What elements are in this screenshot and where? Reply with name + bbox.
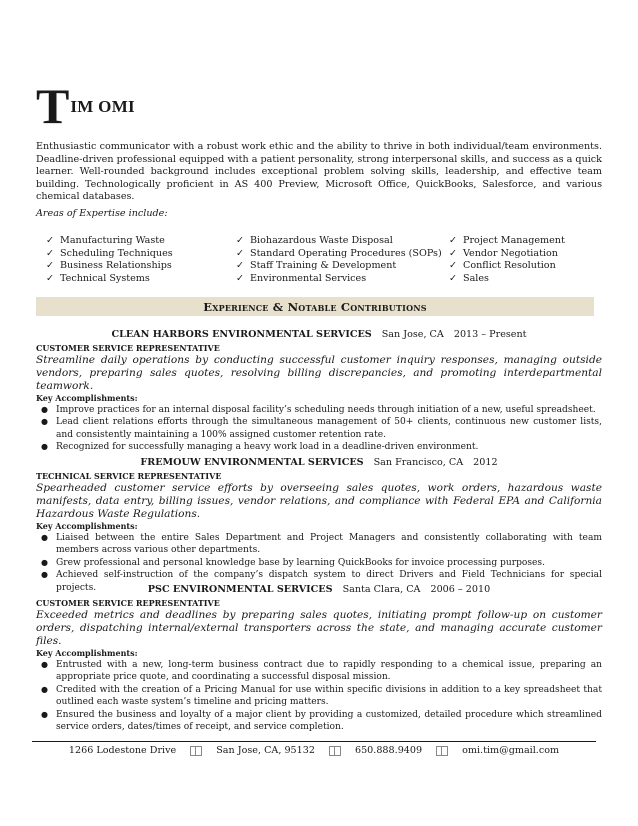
list-item: ● Grew professional and personal knowledge base by learning QuickBooks for invoice processing purposes.	[41, 557, 545, 568]
bullet-icon: ●	[41, 442, 48, 452]
candidate-name	[36, 76, 135, 134]
job-location: San Jose, CA	[381, 329, 444, 340]
list-item: ● Credited with the creation of a Pricing Manual for use within specific divisions in addition to a key spreadsheet that outlined each waste system’s timeline and pricing matters.	[41, 684, 602, 708]
bullet-icon: ●	[41, 709, 48, 719]
check-icon: ✓	[449, 247, 458, 259]
expertise-label: Areas of Expertise include:	[36, 208, 168, 219]
check-icon: ✓	[449, 260, 458, 271]
check-icon: ✓	[46, 260, 55, 271]
job-dates: 2006 – 2010	[430, 584, 491, 595]
footer-divider	[32, 741, 596, 742]
check-icon: ✓	[236, 272, 245, 284]
expertise-item: ✓ Standard Operating Procedures (SOPs)	[236, 247, 442, 259]
company-name: CLEAN HARBORS ENVIRONMENTAL SERVICES	[111, 329, 372, 340]
expertise-grid	[46, 235, 606, 285]
expertise-item: ✓ Business Relationships	[46, 260, 172, 271]
job-title: CUSTOMER SERVICE REPRESENTATIVE	[36, 597, 220, 608]
job-title: TECHNICAL SERVICE REPRESENTATIVE	[36, 470, 222, 481]
expertise-column-2	[236, 235, 449, 285]
footer-email[interactable]: omi.tim@gmail.com	[462, 745, 560, 756]
footer-city: San Jose, CA, 95132	[216, 745, 315, 756]
job-location: San Francisco, CA	[373, 457, 464, 468]
job-header	[36, 584, 602, 597]
check-icon: ✓	[46, 272, 55, 284]
list-item: ● Entrusted with a new, long-term business contract due to rapidly responding to a chemical issue, preparing an appropriate price quote, and coordinating a successful disposal mission.	[41, 660, 602, 683]
book-icon	[190, 746, 202, 756]
bullet-icon: ●	[41, 405, 48, 414]
list-item: ● Liaised between the entire Sales Department and Project Managers and consistently collaborating with team members across various other departments.	[41, 533, 602, 556]
bullet-icon: ●	[41, 684, 48, 694]
job-location: Santa Clara, CA	[342, 584, 421, 595]
summary-paragraph: Enthusiastic communicator with a robust work ethic and the ability to thrive in both individual/team environments. Deadline-driven professional equipped with a patient personality, strong interpersonal skills, and success as a quick learner. Well-rounded background includes exceptional problem solving skills, leadership, and effective team building. Technologically proficient in AS 400 Preview, Microsoft Office, QuickBooks, Salesforce, and various chemical databases.	[36, 141, 602, 202]
expertise-item: ✓ Biohazardous Waste Disposal	[236, 235, 393, 246]
job-title: CUSTOMER SERVICE REPRESENTATIVE	[36, 342, 220, 353]
list-item: ● Lead client relations efforts through the simultaneous management of 50+ clients, continuous new customer lists, and consistently maintaining a 100% assigned customer retention rate.	[41, 417, 602, 440]
check-icon: ✓	[449, 272, 458, 284]
job-summary: Exceeded metrics and deadlines by preparing sales quotes, initiating prompt follow-up on customer orders, dispatching internal/external transporters across the state, and managing accurate customer files.	[36, 609, 602, 647]
bullet-icon: ●	[41, 417, 48, 427]
expertise-column-3	[449, 235, 599, 285]
expertise-item: ✓ Sales	[449, 272, 489, 284]
job-entry-psc	[36, 584, 602, 733]
job-summary: Spearheaded customer service efforts by overseeing sales quotes, work orders, hazardous waste manifests, data entry, billing issues, vendor relations, and compliance with Federal EPA and California Hazardous Waste Regulations.	[36, 482, 602, 520]
expertise-item: ✓ Conflict Resolution	[449, 260, 556, 271]
bullet-icon: ●	[41, 557, 48, 567]
check-icon: ✓	[236, 235, 245, 246]
job-header	[36, 329, 602, 342]
contact-footer	[32, 745, 596, 756]
expertise-item: ✓ Staff Training & Development	[236, 260, 397, 271]
company-name: FREMOUW ENVIRONMENTAL SERVICES	[140, 457, 364, 468]
footer-phone[interactable]: 650.888.9409	[354, 745, 423, 756]
check-icon: ✓	[46, 247, 55, 259]
section-heading: Experience & Notable Contributions	[36, 297, 594, 316]
check-icon: ✓	[236, 260, 245, 271]
expertise-item: ✓ Project Management	[449, 235, 565, 246]
book-icon	[329, 746, 341, 756]
job-entry-clean-harbors	[36, 329, 602, 454]
check-icon: ✓	[236, 247, 245, 259]
book-icon	[436, 746, 448, 756]
bullet-icon: ●	[41, 570, 48, 580]
expertise-item: ✓ Environmental Services	[236, 272, 367, 284]
list-item: ● Recognized for successfully managing a heavy work load in a deadline-driven environment.	[41, 442, 479, 453]
company-name: PSC ENVIRONMENTAL SERVICES	[147, 584, 333, 595]
job-header	[36, 457, 602, 470]
key-accomplishments-label: Key Accomplishments:	[36, 393, 138, 403]
expertise-item: ✓ Manufacturing Waste	[46, 235, 165, 246]
bullet-icon: ●	[41, 533, 48, 542]
check-icon: ✓	[46, 235, 55, 246]
list-item: ● Improve practices for an internal disposal facility’s scheduling needs through initiation of a new, useful spreadsheet.	[41, 405, 596, 415]
name-rest: IM OMI	[70, 97, 135, 116]
job-summary: Streamline daily operations by conducting successful customer inquiry responses, managing outside vendors, preparing sales quotes, resolving billing discrepancies, and promoting interdepartmental teamwork.	[36, 354, 602, 392]
job-entry-fremouw	[36, 457, 602, 594]
bullet-icon: ●	[41, 660, 48, 669]
name-initial: T	[36, 78, 70, 134]
list-item: ● Ensured the business and loyalty of a major client by providing a customized, detailed procedure which streamlined service orders, dates/times of receipt, and service completion.	[41, 709, 602, 733]
check-icon: ✓	[449, 235, 458, 246]
expertise-column-1	[46, 235, 236, 285]
accomplishment-list	[36, 404, 602, 454]
expertise-item: ✓ Scheduling Techniques	[46, 247, 173, 259]
list-item: ● Achieved self-instruction of the company’s dispatch system to direct Drivers and Field Technicians for special projects.	[41, 570, 602, 593]
key-accomplishments-label: Key Accomplishments:	[36, 648, 138, 658]
expertise-item: ✓ Technical Systems	[46, 272, 150, 284]
key-accomplishments-label: Key Accomplishments:	[36, 521, 138, 531]
job-dates: 2013 – Present	[453, 329, 527, 340]
footer-address: 1266 Lodestone Drive	[68, 745, 177, 756]
job-dates: 2012	[473, 457, 498, 468]
accomplishment-list	[36, 659, 602, 733]
expertise-item: ✓ Vendor Negotiation	[449, 247, 558, 259]
